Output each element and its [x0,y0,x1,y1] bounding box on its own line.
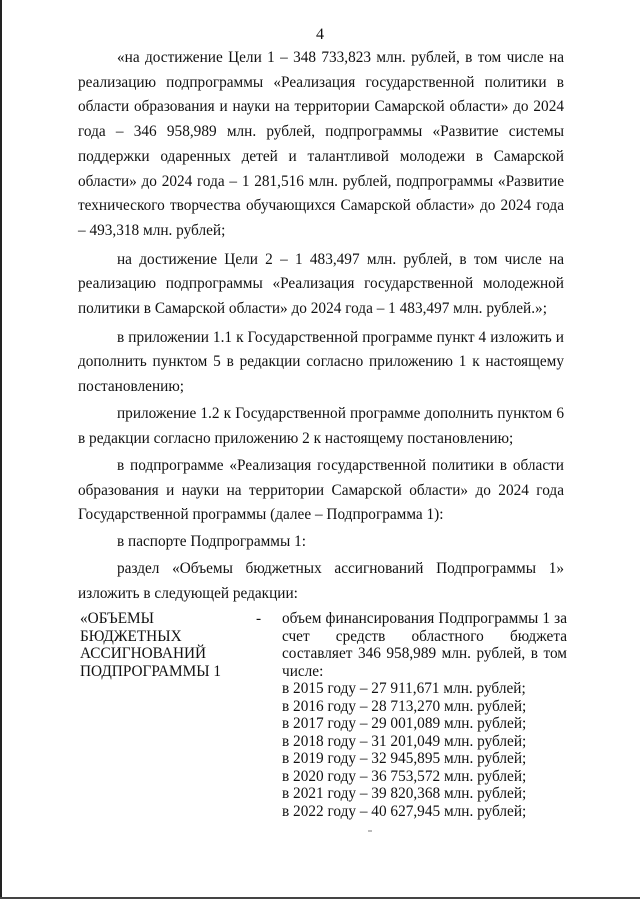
scan-speck [368,830,372,832]
label-line: «ОБЪЕМЫ [80,610,154,627]
year-row-2021: в 2021 году – 39 820,368 млн. рублей; [282,785,527,802]
label-line: АССИГНОВАНИЙ [80,645,207,662]
year-row-2015: в 2015 году – 27 911,671 млн. рублей; [282,680,526,697]
funding-description: объем финансирования Подпрограммы 1 за счет средств областного бюджета составляет 346 958,989 млн. рублей, в том числе: [282,610,567,680]
label-dash: - [256,610,262,627]
paragraph-appendix-1-1: в приложении 1.1 к Государственной программе пункт 4 изложить и дополнить пунктом 5 в редакции согласно приложению 1 к настоящему постановлению; [78,328,564,396]
paragraph-section-volumes: раздел «Объемы бюджетных ассигнований Подпрограммы 1» изложить в следующей редакции: [78,560,564,602]
paragraph-goal-1: «на достижение Цели 1 – 348 733,823 млн. рублей, в том числе на реализацию подпрограммы «Реализация государственной политики в области образования и науки на территории Самарской области» до 2024 года – 346 958,989 млн. рублей, подпрограммы «Развитие системы поддержки одаренных детей и талантливой молодежи в Самарской области» до 2024 года – 1 281,516 млн. рублей, подпрограммы «Развитие технического творчества обучающихся Самарской области» до 2024 года – 493,318 млн. рублей; [78,49,564,239]
year-row-2020: в 2020 году – 36 753,572 млн. рублей; [282,767,527,785]
funding-label [80,610,250,680]
year-row-2022: в 2022 году – 40 627,945 млн. рублей; [282,802,527,820]
document-body [78,46,564,609]
label-line: ПОДПРОГРАММЫ 1 [80,662,222,680]
funding-values [282,610,567,820]
year-row-2019: в 2019 году – 32 945,895 млн. рублей; [282,750,527,767]
year-row-2016: в 2016 году – 28 713,270 млн. рублей; [282,697,527,715]
paragraph-appendix-1-2: приложение 1.2 к Государственной программе дополнить пунктом 6 в редакции согласно приложению 2 к настоящему постановлению; [78,405,564,447]
page-edge-left [0,0,2,899]
paragraph-subprogram-1: в подпрограмме «Реализация государственной политики в области образования и науки на территории Самарской области» до 2024 года Государственной программы (далее – Подпрограмма 1): [78,456,564,524]
paragraph-passport: в паспорте Подпрограммы 1: [117,533,306,551]
paragraph-goal-2: на достижение Цели 2 – 1 483,497 млн. рублей, в том числе на реализацию подпрограммы «Реализация государственной молодежной политики в Самарской области» до 2024 года – 1 483,497 млн. рублей.»; [78,250,564,318]
year-row-2018: в 2018 году – 31 201,049 млн. рублей; [282,732,527,750]
label-line: БЮДЖЕТНЫХ [80,627,182,645]
page-number: 4 [316,26,324,43]
year-row-2017: в 2017 году – 29 001,089 млн. рублей; [282,715,527,732]
